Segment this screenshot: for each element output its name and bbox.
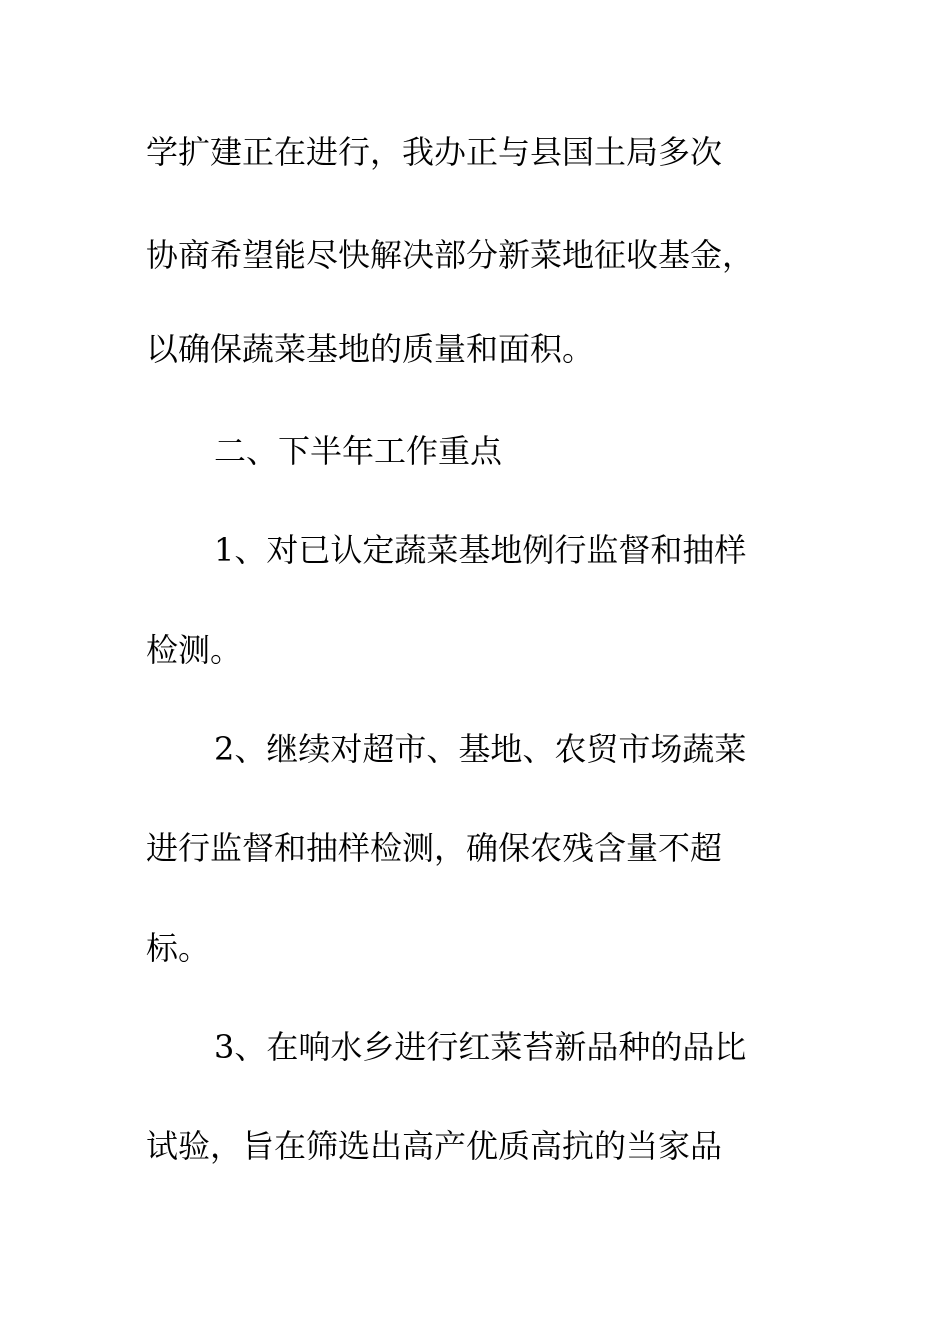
list-item-2-line-2: 进行监督和抽样检测，确保农残含量不超 xyxy=(146,829,723,867)
list-item-3-line-2: 试验，旨在筛选出高产优质高抗的当家品 xyxy=(146,1127,723,1165)
text-line-1: 学扩建正在进行，我办正与县国土局多次 xyxy=(146,133,723,171)
list-item-2-line-3: 标。 xyxy=(146,929,211,967)
list-item-2-line-1: 2、继续对超市、基地、农贸市场蔬菜 xyxy=(214,730,747,768)
list-item-1-line-2: 检测。 xyxy=(146,631,243,669)
text-line-2: 协商希望能尽快解决部分新菜地征收基金， xyxy=(146,236,755,274)
section-heading: 二、下半年工作重点 xyxy=(214,432,503,470)
text-line-3: 以确保蔬菜基地的质量和面积。 xyxy=(146,330,595,368)
list-item-3-line-1: 3、在响水乡进行红菜苔新品种的品比 xyxy=(214,1028,747,1066)
list-item-1-line-1: 1、对已认定蔬菜基地例行监督和抽样 xyxy=(214,531,747,569)
